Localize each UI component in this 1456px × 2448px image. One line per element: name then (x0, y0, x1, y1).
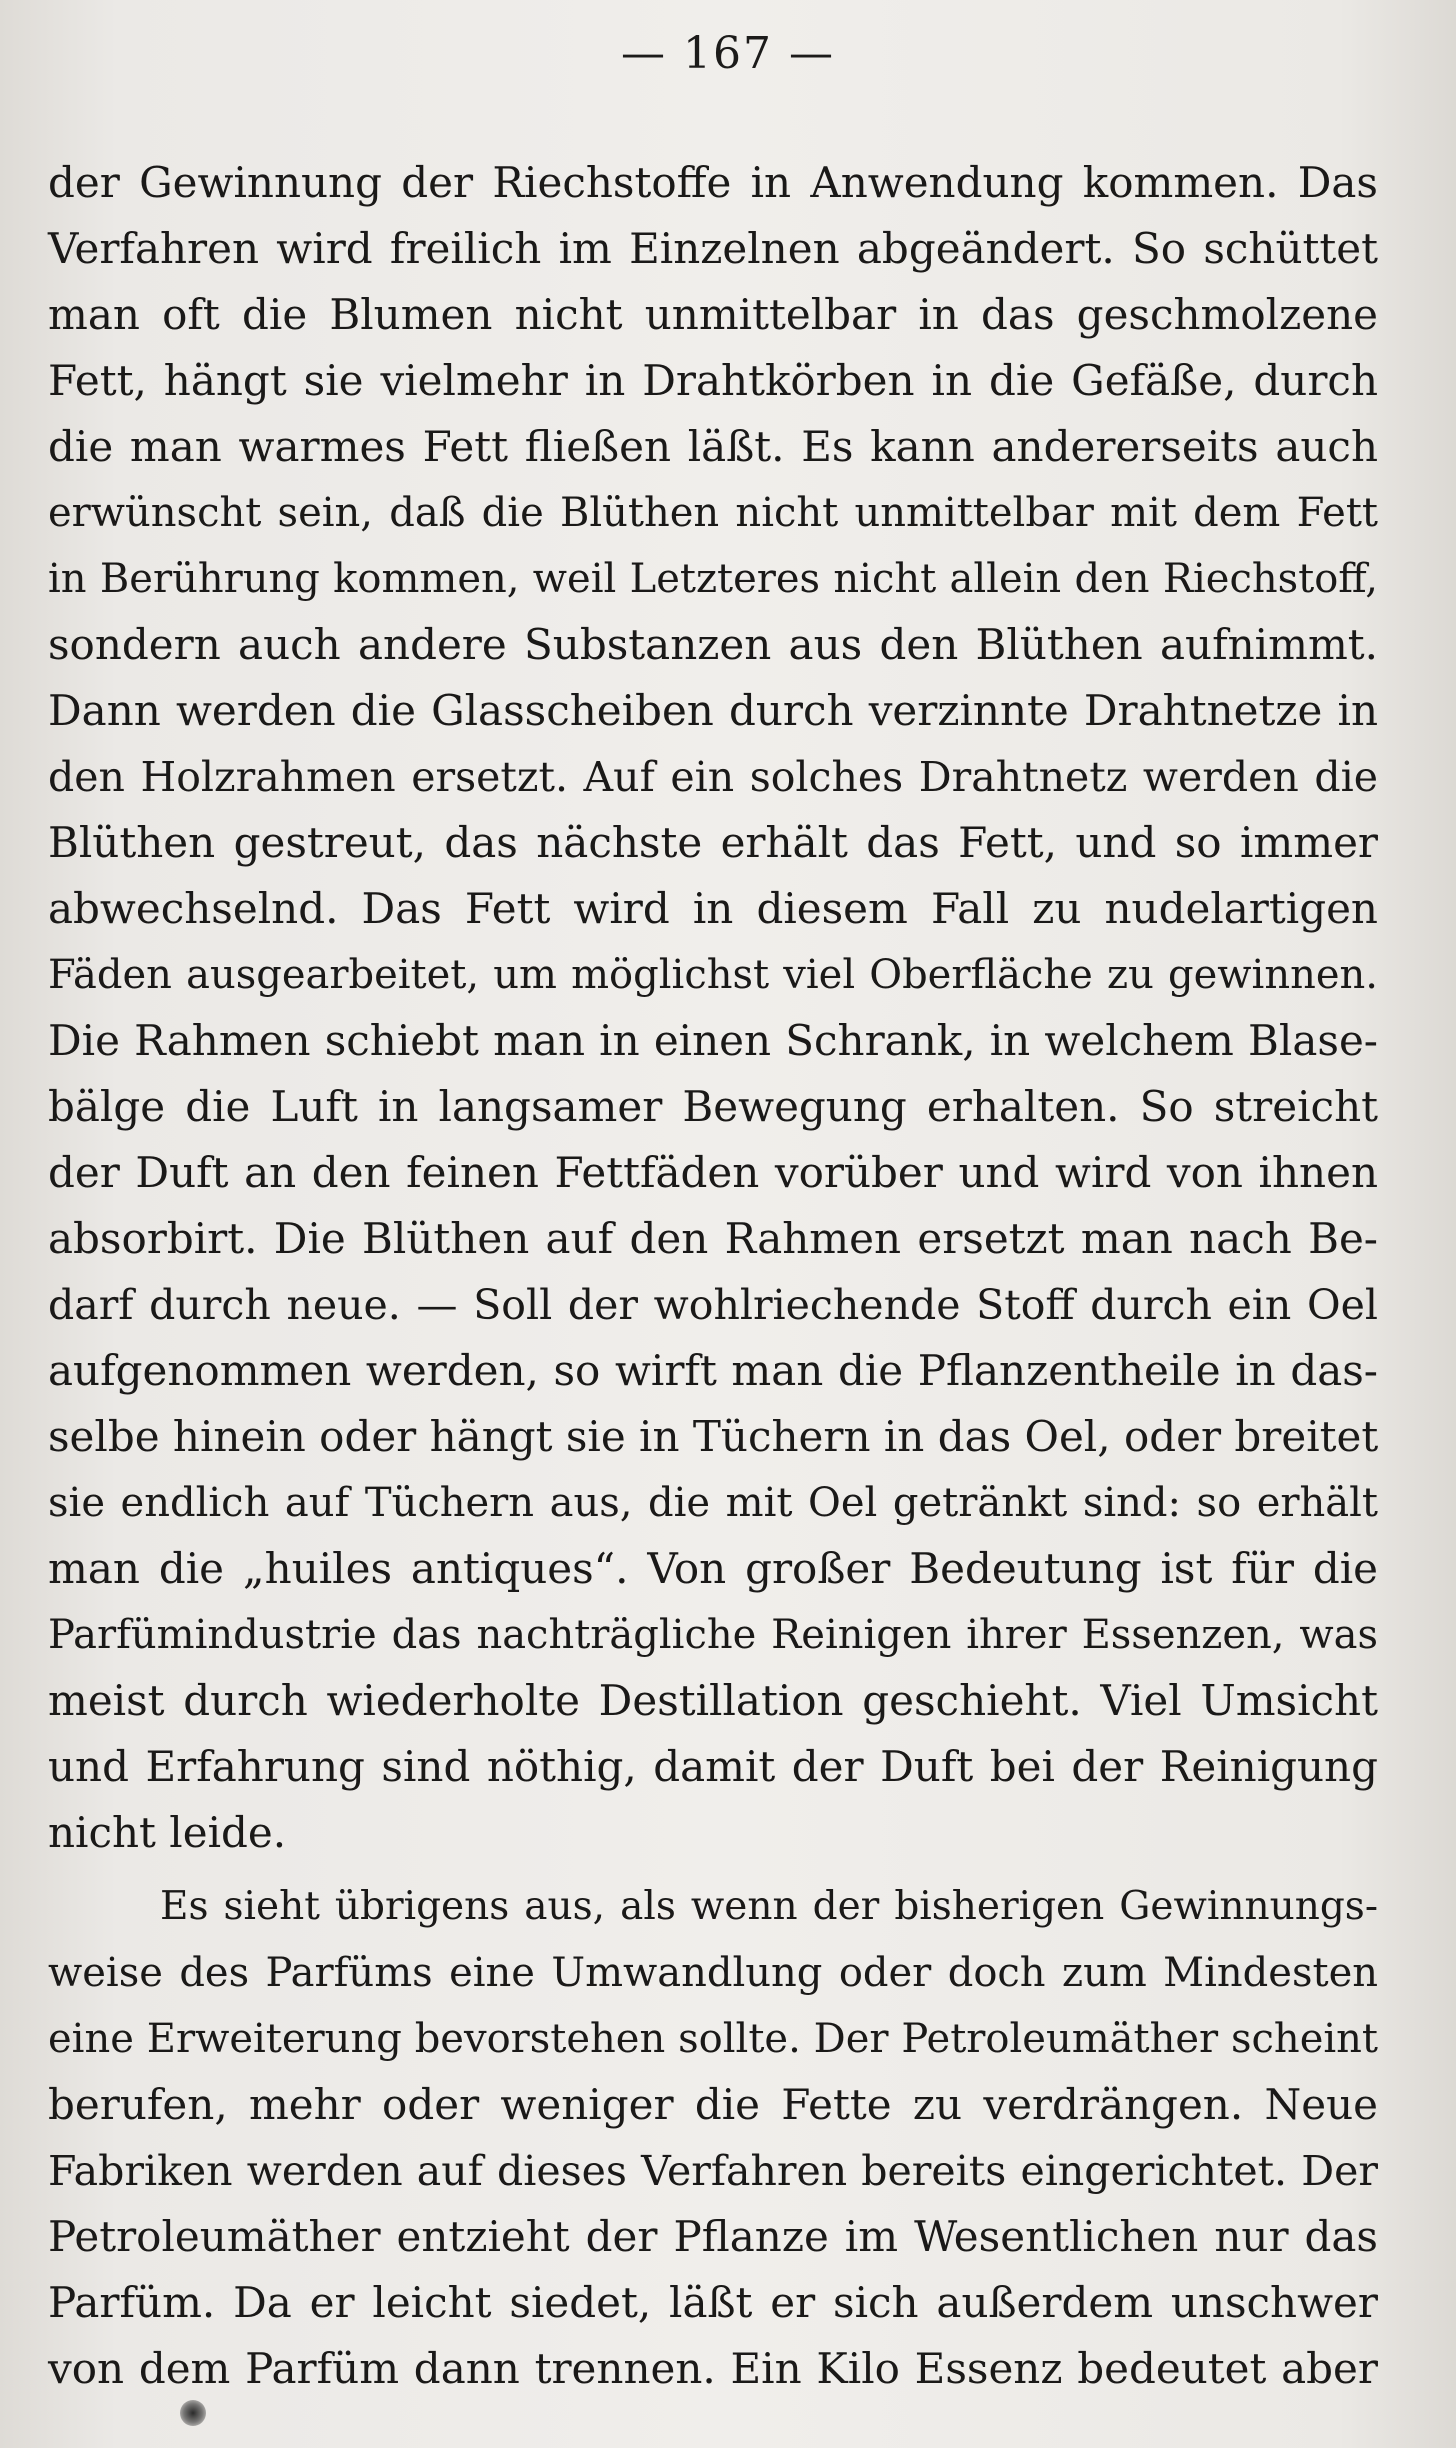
text-line: die man warmes Fett fließen läßt. Es kann andererseits auch (48, 422, 1378, 471)
text-line: erwünscht sein, daß die Blüthen nicht unmittelbar mit dem Fett (48, 490, 1378, 536)
text-line: sondern auch andere Substanzen aus den Blüthen aufnimmt. (48, 620, 1378, 669)
text-line: darf durch neue. — Soll der wohlriechende Stoff durch ein Oel (48, 1281, 1378, 1329)
text-line: Fett, hängt sie vielmehr in Drahtkörben in die Gefäße, durch (48, 356, 1378, 405)
text-line: der Duft an den feinen Fettfäden vorüber und wird von ihnen (48, 1148, 1378, 1197)
text-line: bälge die Luft in langsamer Bewegung erhalten. So streicht (48, 1082, 1378, 1131)
text-line: weise des Parfüms eine Umwandlung oder doch zum Mindesten (48, 1950, 1378, 1996)
text-line: Fabriken werden auf dieses Verfahren bereits eingerichtet. Der (48, 2147, 1378, 2195)
text-line: sie endlich auf Tüchern aus, die mit Oel getränkt sind: so erhält (48, 1480, 1378, 1526)
text-line: und Erfahrung sind nöthig, damit der Duft bei der Reinigung (48, 1742, 1378, 1791)
text-line: man oft die Blumen nicht unmittelbar in das geschmolzene (48, 290, 1378, 339)
page-number: — 167 — (621, 28, 835, 79)
text-line: eine Erweiterung bevorstehen sollte. Der Petroleumäther scheint (48, 2016, 1378, 2062)
text-line: absorbirt. Die Blüthen auf den Rahmen ersetzt man nach Be- (48, 1214, 1378, 1263)
text-line: Parfüm. Da er leicht siedet, läßt er sich außerdem unschwer (48, 2278, 1378, 2327)
text-line: meist durch wiederholte Destillation geschieht. Viel Umsicht (48, 1676, 1378, 1725)
text-line: Es sieht übrigens aus, als wenn der bisherigen Gewinnungs- (160, 1884, 1378, 1929)
text-line: Petroleumäther entzieht der Pflanze im Wesentlichen nur das (48, 2212, 1378, 2261)
text-line: selbe hinein oder hängt sie in Tüchern in das Oel, oder breitet (48, 1412, 1379, 1461)
text-line: abwechselnd. Das Fett wird in diesem Fall zu nudelartigen (48, 884, 1378, 933)
text-line: Verfahren wird freilich im Einzelnen abgeändert. So schüttet (48, 224, 1378, 273)
text-line: Dann werden die Glasscheiben durch verzinnte Drahtnetze in (48, 686, 1378, 735)
text-line: nicht leide. (48, 1808, 287, 1857)
text-line: berufen, mehr oder weniger die Fette zu verdrängen. Neue (48, 2080, 1378, 2129)
text-line: Die Rahmen schiebt man in einen Schrank, in welchem Blase- (48, 1016, 1378, 1065)
text-line: Fäden ausgearbeitet, um möglichst viel Oberfläche zu gewinnen. (48, 952, 1378, 998)
paragraph-gap (48, 1866, 1378, 1874)
text-line: den Holzrahmen ersetzt. Auf ein solches Drahtnetz werden die (48, 753, 1378, 801)
text-line: man die „huiles antiques“. Von großer Bedeutung ist für die (48, 1544, 1378, 1593)
text-line: Blüthen gestreut, das nächste erhält das Fett, und so immer (48, 818, 1378, 867)
text-line: der Gewinnung der Riechstoffe in Anwendung kommen. Das (48, 158, 1378, 207)
text-line: aufgenommen werden, so wirft man die Pflanzentheile in das- (48, 1346, 1378, 1395)
text-line: in Berührung kommen, weil Letzteres nicht allein den Riechstoff, (48, 556, 1378, 602)
body-text (48, 150, 1378, 2402)
text-line: Parfümindustrie das nachträgliche Reinigen ihrer Essenzen, was (48, 1612, 1378, 1658)
text-line: von dem Parfüm dann trennen. Ein Kilo Essenz bedeutet aber (48, 2344, 1378, 2393)
ink-smudge (180, 2400, 206, 2426)
